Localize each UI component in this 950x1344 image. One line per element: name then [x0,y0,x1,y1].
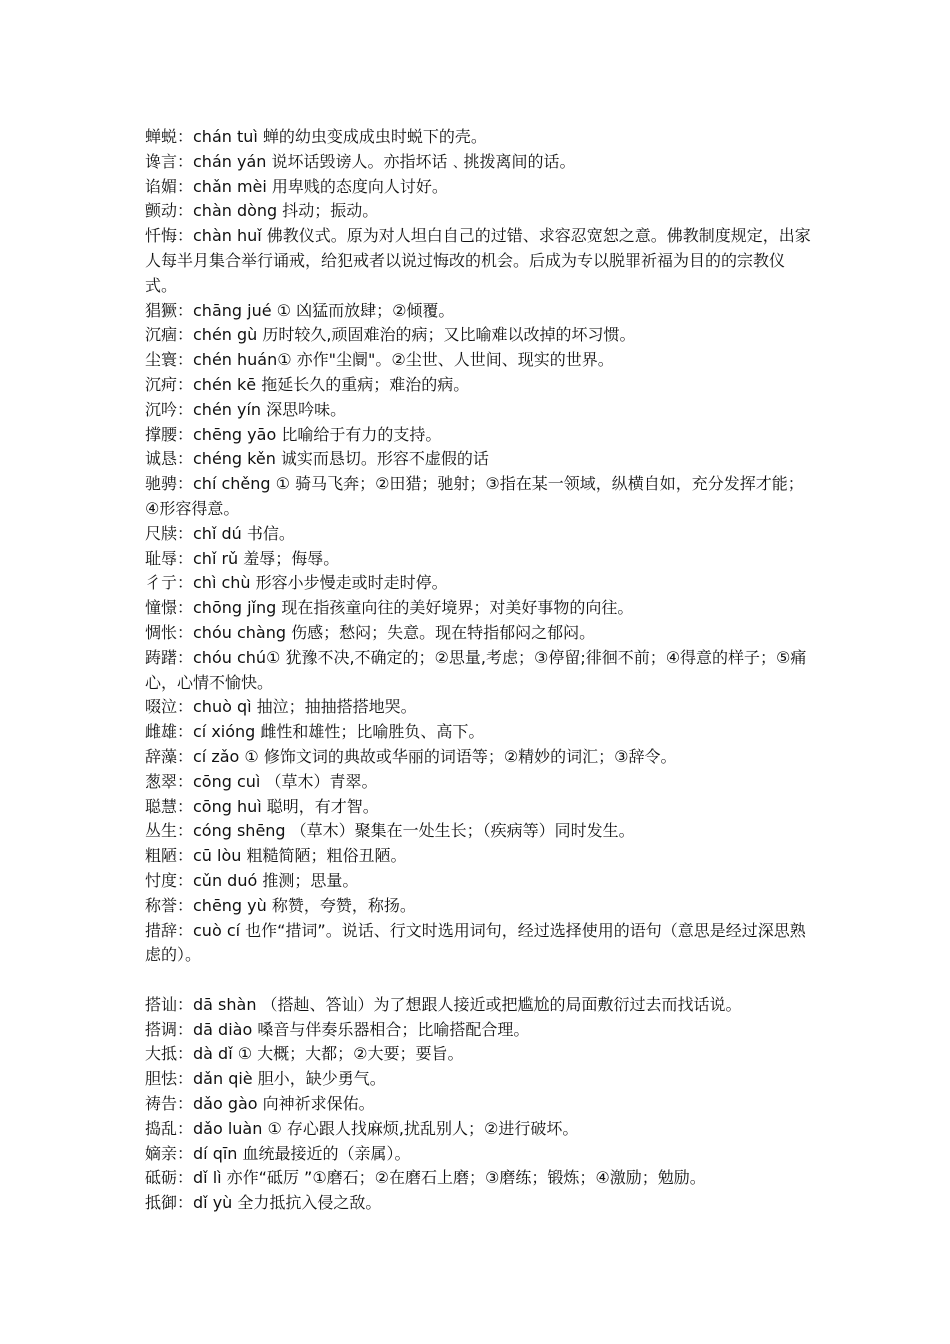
entry-chengken: 诚恳：chéng kěn 诚实而恳切。形容不虚假的话 [145,449,489,469]
entry-cuoci: 措辞：cuò cí 也作“措词”。说话、行文时选用词句，经过选择使用的语句（意思是经过深思熟虑的）。 [145,920,806,965]
entry-daogao: 祷告：dǎo gào 向神祈求保佑。 [145,1094,375,1114]
entry-chengu: 沉痼：chén gù 历时较久,顽固难治的病；又比喻难以改掉的坏习惯。 [145,325,636,345]
entry-congsheng: 丛生：cóng shēng （草木）聚集在一处生长；（疾病等）同时发生。 [145,821,635,841]
entry-congcui: 葱翠：cōng cuì （草木）青翠。 [145,771,378,791]
blank-line [145,968,815,993]
entry-changjue: 猖獗：chāng jué ① 凶猛而放肆；②倾覆。 [145,300,455,320]
entry-chuoqi: 啜泣：chuò qì 抽泣；抽抽搭搭地哭。 [145,697,417,717]
entry-chengyao: 撑腰：chēng yāo 比喻给于有力的支持。 [145,424,442,444]
entry-diyu: 抵御：dǐ yù 全力抵抗入侵之敌。 [145,1193,382,1213]
dictionary-page [145,125,815,1216]
entry-cizao: 辞藻：cí zǎo ① 修饰文词的典故或华丽的词语等；②精妙的词汇；③辞令。 [145,746,677,766]
entry-diqin: 嫡亲：dí qīn 血统最接近的（亲属）。 [145,1143,411,1163]
entry-chenke: 沉疴：chén kē 拖延长久的重病；难治的病。 [145,374,470,394]
entry-chenyin: 沉吟：chén yín 深思吟味。 [145,399,347,419]
entry-dili: 砥砺：dǐ lì 亦作“砥厉 ”①磨石；②在磨石上磨；③磨练；锻炼；④激励；勉励。 [145,1168,706,1188]
entry-chichu: 彳亍：chì chù 形容小步慢走或时走时停。 [145,573,448,593]
entry-cixiong: 雌雄：cí xióng 雌性和雄性；比喻胜负、高下。 [145,722,485,742]
entry-chandong: 颤动：chàn dòng 抖动；振动。 [145,201,379,221]
entry-chengyu: 称誉：chēng yù 称赞，夸赞，称扬。 [145,895,416,915]
entry-chanmei: 谄媚：chǎn mèi 用卑贱的态度向人讨好。 [145,176,448,196]
entry-dadi: 大抵：dà dǐ ① 大概；大都；②大要；要旨。 [145,1044,464,1064]
entry-danqie: 胆怯：dǎn qiè 胆小，缺少勇气。 [145,1069,386,1089]
entry-chantui: 蝉蜕：chán tuì 蝉的幼虫变成成虫时蜕下的壳。 [145,127,487,146]
entry-chongjing: 憧憬：chōng jǐng 现在指孩童向往的美好境界；对美好事物的向往。 [145,598,634,618]
entry-dadiao: 搭调：dā diào 嗓音与伴奏乐器相合；比喻搭配合理。 [145,1019,530,1039]
entry-chidu: 尺牍：chǐ dú 书信。 [145,523,295,543]
entry-chenhuan: 尘寰：chén huán① 亦作"尘阛"。②尘世、人世间、现实的世界。 [145,350,614,370]
entry-dashan: 搭讪：dā shàn （搭赸、答讪）为了想跟人接近或把尴尬的局面敷衍过去而找话说。 [145,994,742,1014]
entry-daoluan: 捣乱：dǎo luàn ① 存心跟人找麻烦,扰乱别人；②进行破坏。 [145,1118,579,1138]
entry-chicheng: 驰骋：chí chěng ① 骑马飞奔；②田猎；驰射；③指在某一领域，纵横自如，充分发挥才能；④形容得意。 [145,474,804,518]
entry-chiru: 耻辱：chǐ rǔ 羞辱；侮辱。 [145,548,340,568]
entry-chanhui: 忏悔：chàn huǐ 佛教仪式。原为对人坦白自己的过错、求容忍宽恕之意。佛教制度规定，出家人每半月集合举行诵戒，给犯戒者以说过悔改的机会。后成为专以脱罪祈福为目的的宗教仪式。 [145,226,811,295]
entry-chouchu: 踌躇：chóu chú① 犹豫不决,不确定的；②思量,考虑；③停留;徘徊不前；④得意的样子；⑤痛心，心情不愉快。 [145,647,807,692]
entry-conghui: 聪慧：cōng huì 聪明，有才智。 [145,796,379,816]
entry-chouchang: 惆怅：chóu chàng 伤感；愁闷；失意。现在特指郁闷之郁闷。 [145,622,596,642]
entry-cunduo: 忖度：cǔn duó 推测；思量。 [145,870,359,890]
entry-culou: 粗陋：cū lòu 粗糙简陋；粗俗丑陋。 [145,846,407,866]
entry-chanyan: 谗言：chán yán 说坏话毁谤人。亦指坏话﹑挑拨离间的话。 [145,151,576,171]
